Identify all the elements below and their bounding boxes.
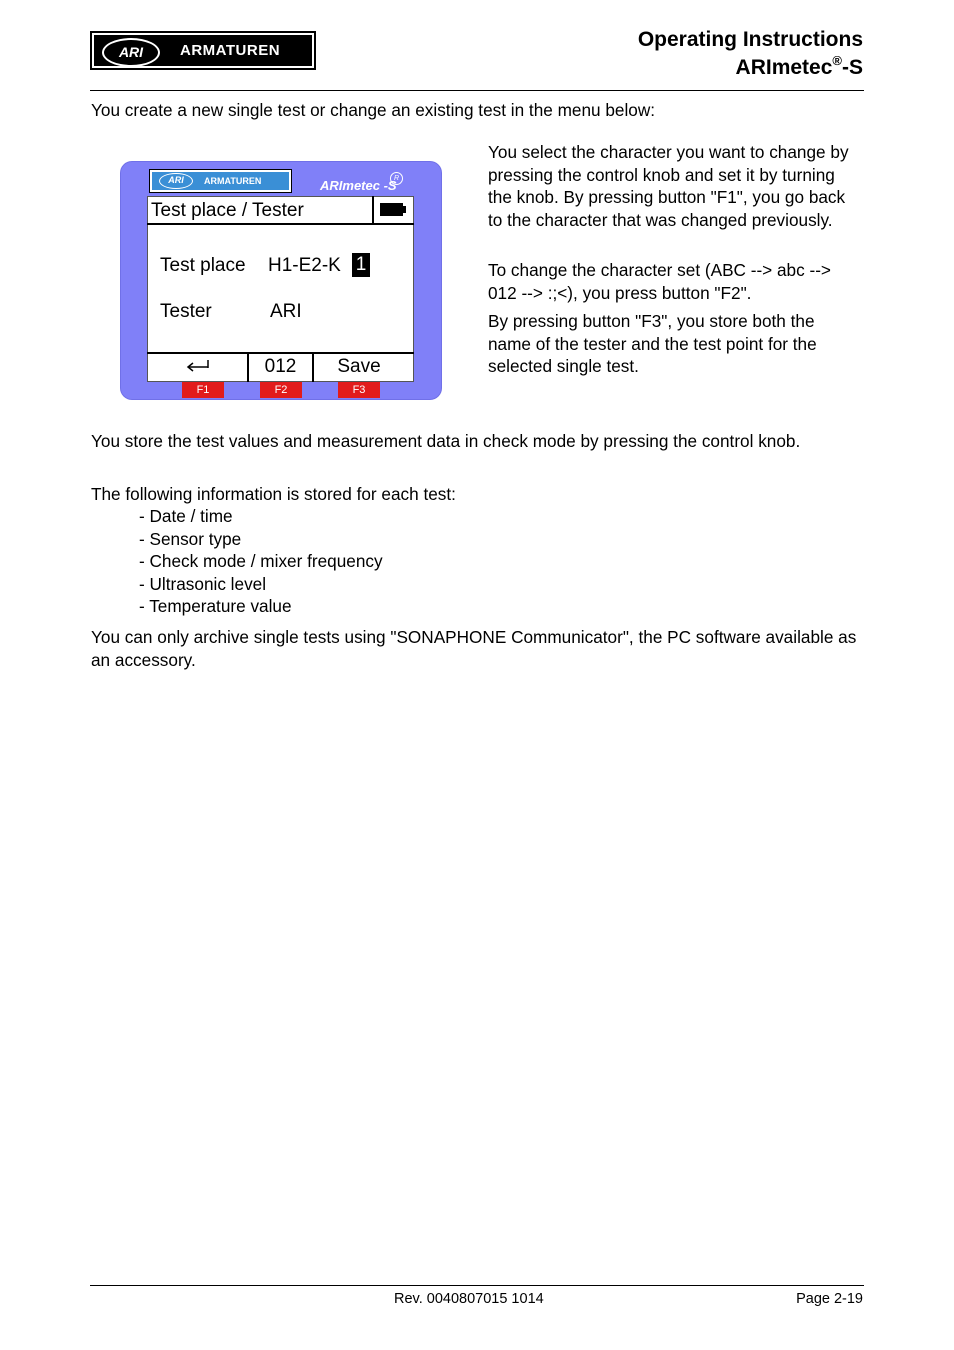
- device-logo-text: ARMATUREN: [204, 176, 262, 186]
- f2-button[interactable]: F2: [260, 382, 302, 398]
- header-divider: [90, 90, 864, 91]
- tester-value[interactable]: ARI: [270, 301, 302, 322]
- list-item: - Check mode / mixer frequency: [139, 551, 383, 571]
- ari-armaturen-logo: [90, 31, 316, 70]
- list-item: - Temperature value: [139, 596, 292, 616]
- stored-info-list: [139, 505, 383, 618]
- f1-button[interactable]: F1: [182, 382, 224, 398]
- save-softkey[interactable]: Save: [337, 356, 381, 377]
- document-title: [638, 26, 863, 82]
- logo-text: ARMATUREN: [180, 42, 281, 59]
- intro-paragraph: You create a new single test or change an existing test in the menu below:: [91, 100, 656, 120]
- check-mode-paragraph: You store the test values and measurement data in check mode by pressing the control knob.: [91, 431, 801, 451]
- page-number: Page 2-19: [796, 1291, 863, 1307]
- edit-cursor-character[interactable]: 1: [352, 253, 370, 277]
- screen-title: Test place / Tester: [151, 200, 304, 221]
- tester-label: Tester: [160, 301, 212, 322]
- back-arrow-icon[interactable]: [186, 358, 210, 372]
- logo-mark: ARI: [102, 38, 160, 67]
- character-select-paragraph: You select the character you want to change by pressing the control knob and set it by turning the knob. By pressing button "F1", you go back to the character that was changed previously.: [488, 142, 849, 230]
- archive-paragraph: You can only archive single tests using "SONAPHONE Communicator", the PC software available as an accessory.: [91, 627, 857, 670]
- device-model: ARImetec -S: [320, 178, 397, 193]
- softkey-bar-rule: [147, 352, 414, 354]
- title-line-2: ARImetec®-S: [735, 53, 863, 79]
- f3-button[interactable]: F3: [338, 382, 380, 398]
- store-paragraph: By pressing button "F3", you store both the name of the tester and the test point for the selected single test.: [488, 311, 817, 376]
- screen-title-divider: [372, 196, 374, 224]
- title-line-1: Operating Instructions: [637, 28, 863, 51]
- list-item: - Sensor type: [139, 528, 242, 549]
- battery-icon: [380, 203, 406, 216]
- character-set-paragraph: To change the character set (ABC --> abc --> 012 --> :;<), you press button "F2".: [488, 260, 831, 303]
- list-item: - Date / time: [139, 506, 233, 526]
- stored-info-intro: The following information is stored for each test:: [91, 484, 456, 504]
- registered-mark: R: [390, 172, 403, 185]
- charset-softkey[interactable]: 012: [264, 356, 297, 377]
- test-place-value[interactable]: H1-E2-K: [268, 255, 341, 276]
- device-logo-mark: ARI: [159, 173, 193, 189]
- screen-header-rule: [147, 223, 414, 225]
- list-item: - Ultrasonic level: [139, 573, 267, 594]
- footer-divider: [90, 1285, 864, 1286]
- test-place-label: Test place: [160, 255, 246, 276]
- revision-number: Rev. 0040807015 1014: [394, 1291, 544, 1307]
- device-logo: [149, 169, 292, 193]
